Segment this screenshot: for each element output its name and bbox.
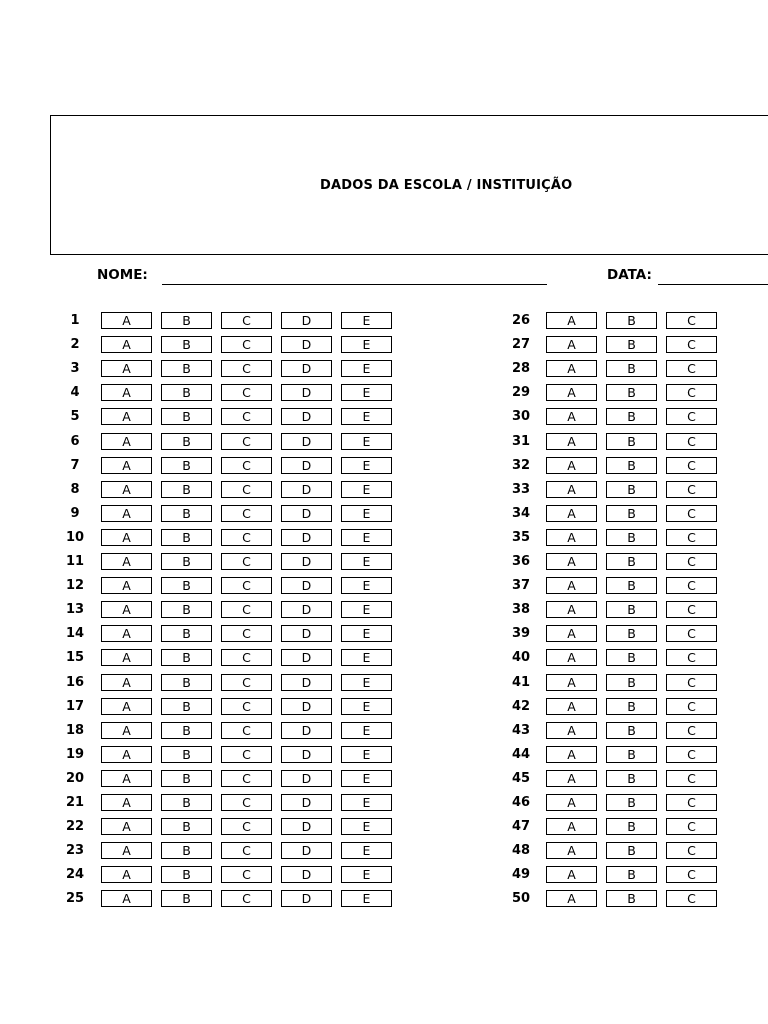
answer-row: [0, 818, 768, 836]
answer-option-b[interactable]: B: [606, 553, 657, 570]
question-number: 27: [511, 337, 531, 352]
answer-option-a[interactable]: A: [546, 674, 597, 691]
answer-option-e[interactable]: E: [341, 746, 392, 763]
answer-option-c[interactable]: C: [666, 457, 717, 474]
question-number: 43: [511, 723, 531, 738]
answer-option-a[interactable]: A: [546, 529, 597, 546]
answer-option-a[interactable]: A: [101, 529, 152, 546]
answer-row: [0, 457, 768, 475]
answer-option-c[interactable]: C: [666, 625, 717, 642]
question-number: 15: [65, 650, 85, 665]
answer-option-e[interactable]: E: [341, 457, 392, 474]
answer-option-c[interactable]: C: [666, 529, 717, 546]
answer-option-a[interactable]: A: [101, 770, 152, 787]
answer-option-c[interactable]: C: [666, 818, 717, 835]
answer-option-c[interactable]: C: [221, 818, 272, 835]
question-number: 17: [65, 699, 85, 714]
question-number: 12: [65, 578, 85, 593]
question-number: 25: [65, 891, 85, 906]
answer-row: [0, 360, 768, 378]
answer-option-e[interactable]: E: [341, 336, 392, 353]
question-number: 18: [65, 723, 85, 738]
answer-option-c[interactable]: C: [221, 746, 272, 763]
answer-option-a[interactable]: A: [546, 625, 597, 642]
answer-option-b[interactable]: B: [161, 674, 212, 691]
question-number: 21: [65, 795, 85, 810]
answer-option-a[interactable]: A: [546, 722, 597, 739]
answer-row: [0, 866, 768, 884]
answer-option-c[interactable]: C: [221, 722, 272, 739]
answer-option-d[interactable]: D: [281, 384, 332, 401]
answer-option-b[interactable]: B: [161, 890, 212, 907]
answer-option-b[interactable]: B: [606, 625, 657, 642]
answer-option-b[interactable]: B: [161, 818, 212, 835]
answer-option-e[interactable]: E: [341, 408, 392, 425]
answer-option-e[interactable]: E: [341, 674, 392, 691]
answer-option-e[interactable]: E: [341, 481, 392, 498]
date-field-line[interactable]: [658, 284, 768, 285]
question-number: 22: [65, 819, 85, 834]
answer-option-a[interactable]: A: [546, 481, 597, 498]
answer-option-c[interactable]: C: [666, 553, 717, 570]
answer-option-a[interactable]: A: [546, 601, 597, 618]
answer-option-e[interactable]: E: [341, 842, 392, 859]
question-number: 49: [511, 867, 531, 882]
answer-option-b[interactable]: B: [161, 577, 212, 594]
answer-option-b[interactable]: B: [161, 770, 212, 787]
answer-option-d[interactable]: D: [281, 794, 332, 811]
answer-option-e[interactable]: E: [341, 818, 392, 835]
answer-option-b[interactable]: B: [161, 625, 212, 642]
answer-option-c[interactable]: C: [221, 384, 272, 401]
answer-option-b[interactable]: B: [606, 770, 657, 787]
answer-option-c[interactable]: C: [221, 457, 272, 474]
answer-option-c[interactable]: C: [666, 674, 717, 691]
answer-row: [0, 842, 768, 860]
question-number: 6: [70, 434, 80, 449]
question-number: 31: [511, 434, 531, 449]
question-number: 33: [511, 482, 531, 497]
answer-option-b[interactable]: B: [161, 336, 212, 353]
answer-option-b[interactable]: B: [161, 384, 212, 401]
answer-option-a[interactable]: A: [546, 384, 597, 401]
answer-option-b[interactable]: B: [161, 722, 212, 739]
answer-option-b[interactable]: B: [606, 722, 657, 739]
question-number: 32: [511, 458, 531, 473]
answer-option-e[interactable]: E: [341, 577, 392, 594]
answer-row: [0, 336, 768, 354]
question-number: 46: [511, 795, 531, 810]
answer-option-b[interactable]: B: [606, 408, 657, 425]
answer-option-c[interactable]: C: [221, 674, 272, 691]
answer-option-a[interactable]: A: [101, 408, 152, 425]
question-number: 13: [65, 602, 85, 617]
answer-option-a[interactable]: A: [546, 408, 597, 425]
answer-option-d[interactable]: D: [281, 770, 332, 787]
question-number: 7: [70, 458, 80, 473]
answer-option-c[interactable]: C: [666, 866, 717, 883]
answer-option-c[interactable]: C: [666, 384, 717, 401]
answer-option-b[interactable]: B: [161, 481, 212, 498]
answer-option-d[interactable]: D: [281, 818, 332, 835]
date-label: DATA:: [607, 267, 652, 283]
answer-option-a[interactable]: A: [101, 649, 152, 666]
answer-option-b[interactable]: B: [606, 746, 657, 763]
answer-option-a[interactable]: A: [546, 794, 597, 811]
answer-option-d[interactable]: D: [281, 601, 332, 618]
answer-option-b[interactable]: B: [606, 360, 657, 377]
answer-row: [0, 481, 768, 499]
answer-option-e[interactable]: E: [341, 312, 392, 329]
answer-row: [0, 625, 768, 643]
answer-option-d[interactable]: D: [281, 674, 332, 691]
answer-option-a[interactable]: A: [101, 746, 152, 763]
answer-option-b[interactable]: B: [161, 360, 212, 377]
answer-option-b[interactable]: B: [606, 577, 657, 594]
answer-row: [0, 746, 768, 764]
answer-option-b[interactable]: B: [606, 457, 657, 474]
question-number: 3: [70, 361, 80, 376]
answer-option-b[interactable]: B: [161, 433, 212, 450]
question-number: 44: [511, 747, 531, 762]
answer-option-a[interactable]: A: [546, 649, 597, 666]
answer-option-c[interactable]: C: [221, 842, 272, 859]
answer-option-a[interactable]: A: [101, 505, 152, 522]
name-field-line[interactable]: [162, 284, 547, 285]
answer-option-a[interactable]: A: [546, 890, 597, 907]
answer-option-d[interactable]: D: [281, 433, 332, 450]
question-number: 28: [511, 361, 531, 376]
answer-option-b[interactable]: B: [606, 529, 657, 546]
question-number: 1: [70, 313, 80, 328]
question-number: 37: [511, 578, 531, 593]
answer-option-b[interactable]: B: [161, 529, 212, 546]
answer-option-a[interactable]: A: [101, 312, 152, 329]
question-number: 40: [511, 650, 531, 665]
question-number: 36: [511, 554, 531, 569]
question-number: 9: [70, 506, 80, 521]
answer-option-a[interactable]: A: [546, 577, 597, 594]
answer-option-c[interactable]: C: [221, 866, 272, 883]
answer-option-b[interactable]: B: [161, 794, 212, 811]
answer-option-c[interactable]: C: [221, 481, 272, 498]
answer-row: [0, 312, 768, 330]
answer-row: [0, 577, 768, 595]
answer-option-a[interactable]: A: [546, 553, 597, 570]
answer-row: [0, 770, 768, 788]
answer-option-d[interactable]: D: [281, 360, 332, 377]
answer-option-d[interactable]: D: [281, 746, 332, 763]
answer-option-c[interactable]: C: [221, 770, 272, 787]
question-number: 2: [70, 337, 80, 352]
answer-option-b[interactable]: B: [606, 866, 657, 883]
answer-option-c[interactable]: C: [666, 842, 717, 859]
answer-option-e[interactable]: E: [341, 553, 392, 570]
answer-option-c[interactable]: C: [666, 433, 717, 450]
answer-option-c[interactable]: C: [221, 553, 272, 570]
answer-option-a[interactable]: A: [546, 770, 597, 787]
answer-option-e[interactable]: E: [341, 866, 392, 883]
answer-option-d[interactable]: D: [281, 312, 332, 329]
answer-option-d[interactable]: D: [281, 529, 332, 546]
question-number: 41: [511, 675, 531, 690]
question-number: 11: [65, 554, 85, 569]
question-number: 50: [511, 891, 531, 906]
answer-row: [0, 649, 768, 667]
answer-option-c[interactable]: C: [221, 601, 272, 618]
answer-option-b[interactable]: B: [161, 866, 212, 883]
answer-option-d[interactable]: D: [281, 625, 332, 642]
answer-row: [0, 698, 768, 716]
answer-option-b[interactable]: B: [161, 553, 212, 570]
answer-option-c[interactable]: C: [221, 360, 272, 377]
answer-option-a[interactable]: A: [101, 360, 152, 377]
question-number: 26: [511, 313, 531, 328]
question-number: 19: [65, 747, 85, 762]
answer-option-b[interactable]: B: [606, 698, 657, 715]
answer-option-a[interactable]: A: [101, 553, 152, 570]
answer-option-c[interactable]: C: [221, 312, 272, 329]
answer-option-b[interactable]: B: [606, 601, 657, 618]
question-number: 35: [511, 530, 531, 545]
answer-option-a[interactable]: A: [546, 336, 597, 353]
question-number: 45: [511, 771, 531, 786]
answer-option-c[interactable]: C: [666, 312, 717, 329]
question-number: 20: [65, 771, 85, 786]
answer-option-b[interactable]: B: [161, 842, 212, 859]
answer-option-a[interactable]: A: [101, 336, 152, 353]
answer-option-c[interactable]: C: [666, 505, 717, 522]
answer-option-c[interactable]: C: [666, 601, 717, 618]
question-number: 10: [65, 530, 85, 545]
question-number: 38: [511, 602, 531, 617]
answer-option-d[interactable]: D: [281, 722, 332, 739]
answer-option-b[interactable]: B: [606, 818, 657, 835]
answer-option-c[interactable]: C: [221, 890, 272, 907]
question-number: 14: [65, 626, 85, 641]
question-number: 5: [70, 409, 80, 424]
question-number: 24: [65, 867, 85, 882]
answer-option-a[interactable]: A: [546, 457, 597, 474]
answer-option-c[interactable]: C: [666, 890, 717, 907]
answer-option-a[interactable]: A: [546, 433, 597, 450]
question-number: 23: [65, 843, 85, 858]
answer-option-e[interactable]: E: [341, 698, 392, 715]
answer-option-a[interactable]: A: [101, 722, 152, 739]
name-label: NOME:: [97, 267, 148, 283]
question-number: 39: [511, 626, 531, 641]
answer-option-e[interactable]: E: [341, 794, 392, 811]
answer-option-b[interactable]: B: [606, 433, 657, 450]
answer-option-b[interactable]: B: [606, 505, 657, 522]
answer-row: [0, 674, 768, 692]
answer-option-d[interactable]: D: [281, 336, 332, 353]
school-data-title: DADOS DA ESCOLA / INSTITUIÇÃO: [320, 178, 573, 193]
answer-option-c[interactable]: C: [221, 529, 272, 546]
answer-row: [0, 794, 768, 812]
answer-option-d[interactable]: D: [281, 649, 332, 666]
answer-option-c[interactable]: C: [666, 408, 717, 425]
answer-option-c[interactable]: C: [666, 577, 717, 594]
question-number: 30: [511, 409, 531, 424]
question-number: 29: [511, 385, 531, 400]
answer-option-a[interactable]: A: [546, 746, 597, 763]
answer-option-b[interactable]: B: [606, 481, 657, 498]
question-number: 47: [511, 819, 531, 834]
answer-option-a[interactable]: A: [546, 818, 597, 835]
answer-option-b[interactable]: B: [606, 890, 657, 907]
answer-row: [0, 505, 768, 523]
answer-option-a[interactable]: A: [101, 794, 152, 811]
answer-option-b[interactable]: B: [606, 649, 657, 666]
answer-option-c[interactable]: C: [221, 577, 272, 594]
answer-option-d[interactable]: D: [281, 553, 332, 570]
question-number: 42: [511, 699, 531, 714]
answer-option-e[interactable]: E: [341, 649, 392, 666]
answer-option-e[interactable]: E: [341, 529, 392, 546]
answer-option-b[interactable]: B: [161, 408, 212, 425]
answer-option-b[interactable]: B: [606, 842, 657, 859]
answer-option-b[interactable]: B: [161, 457, 212, 474]
answer-option-c[interactable]: C: [666, 649, 717, 666]
answer-option-a[interactable]: A: [546, 360, 597, 377]
answer-option-b[interactable]: B: [606, 336, 657, 353]
answer-option-d[interactable]: D: [281, 866, 332, 883]
answer-option-a[interactable]: A: [101, 818, 152, 835]
answer-option-d[interactable]: D: [281, 842, 332, 859]
answer-option-a[interactable]: A: [546, 312, 597, 329]
answer-option-c[interactable]: C: [221, 794, 272, 811]
answer-option-c[interactable]: C: [666, 481, 717, 498]
answer-option-a[interactable]: A: [101, 433, 152, 450]
answer-option-d[interactable]: D: [281, 505, 332, 522]
answer-row: [0, 601, 768, 619]
answer-option-a[interactable]: A: [101, 577, 152, 594]
answer-option-c[interactable]: C: [666, 698, 717, 715]
answer-option-d[interactable]: D: [281, 577, 332, 594]
answer-option-c[interactable]: C: [666, 794, 717, 811]
question-number: 4: [70, 385, 80, 400]
answer-row: [0, 722, 768, 740]
answer-row: [0, 384, 768, 402]
answer-option-b[interactable]: B: [606, 384, 657, 401]
answer-option-d[interactable]: D: [281, 457, 332, 474]
answer-row: [0, 408, 768, 426]
answer-option-e[interactable]: E: [341, 625, 392, 642]
answer-row: [0, 529, 768, 547]
answer-option-c[interactable]: C: [221, 649, 272, 666]
question-number: 48: [511, 843, 531, 858]
answer-option-c[interactable]: C: [221, 505, 272, 522]
answer-option-c[interactable]: C: [666, 722, 717, 739]
answer-option-a[interactable]: A: [101, 384, 152, 401]
answer-option-e[interactable]: E: [341, 890, 392, 907]
answer-option-b[interactable]: B: [161, 698, 212, 715]
answer-option-a[interactable]: A: [101, 601, 152, 618]
answer-option-d[interactable]: D: [281, 698, 332, 715]
answer-option-c[interactable]: C: [666, 360, 717, 377]
answer-option-c[interactable]: C: [221, 433, 272, 450]
answer-option-c[interactable]: C: [221, 336, 272, 353]
answer-option-a[interactable]: A: [546, 505, 597, 522]
answer-option-b[interactable]: B: [161, 746, 212, 763]
answer-option-a[interactable]: A: [101, 674, 152, 691]
answer-option-b[interactable]: B: [606, 674, 657, 691]
answer-option-a[interactable]: A: [101, 698, 152, 715]
question-number: 16: [65, 675, 85, 690]
answer-option-a[interactable]: A: [546, 866, 597, 883]
question-number: 8: [70, 482, 80, 497]
answer-option-a[interactable]: A: [101, 890, 152, 907]
answer-option-d[interactable]: D: [281, 481, 332, 498]
answer-option-a[interactable]: A: [101, 866, 152, 883]
answer-row: [0, 553, 768, 571]
answer-option-c[interactable]: C: [666, 336, 717, 353]
answer-option-b[interactable]: B: [161, 649, 212, 666]
answer-option-e[interactable]: E: [341, 384, 392, 401]
answer-option-c[interactable]: C: [221, 625, 272, 642]
answer-row: [0, 890, 768, 908]
answer-option-c[interactable]: C: [666, 770, 717, 787]
answer-option-b[interactable]: B: [606, 312, 657, 329]
answer-option-d[interactable]: D: [281, 890, 332, 907]
answer-option-d[interactable]: D: [281, 408, 332, 425]
answer-option-a[interactable]: A: [546, 698, 597, 715]
answer-option-e[interactable]: E: [341, 722, 392, 739]
answer-option-b[interactable]: B: [161, 505, 212, 522]
answer-option-b[interactable]: B: [161, 601, 212, 618]
answer-option-e[interactable]: E: [341, 770, 392, 787]
answer-option-b[interactable]: B: [161, 312, 212, 329]
answer-option-e[interactable]: E: [341, 505, 392, 522]
answer-option-e[interactable]: E: [341, 433, 392, 450]
answer-option-a[interactable]: A: [101, 457, 152, 474]
answer-option-c[interactable]: C: [666, 746, 717, 763]
answer-option-c[interactable]: C: [221, 408, 272, 425]
answer-row: [0, 433, 768, 451]
answer-option-c[interactable]: C: [221, 698, 272, 715]
answer-option-a[interactable]: A: [546, 842, 597, 859]
answer-option-e[interactable]: E: [341, 360, 392, 377]
answer-option-b[interactable]: B: [606, 794, 657, 811]
answer-option-a[interactable]: A: [101, 481, 152, 498]
answer-option-a[interactable]: A: [101, 842, 152, 859]
answer-option-a[interactable]: A: [101, 625, 152, 642]
question-number: 34: [511, 506, 531, 521]
answer-option-e[interactable]: E: [341, 601, 392, 618]
